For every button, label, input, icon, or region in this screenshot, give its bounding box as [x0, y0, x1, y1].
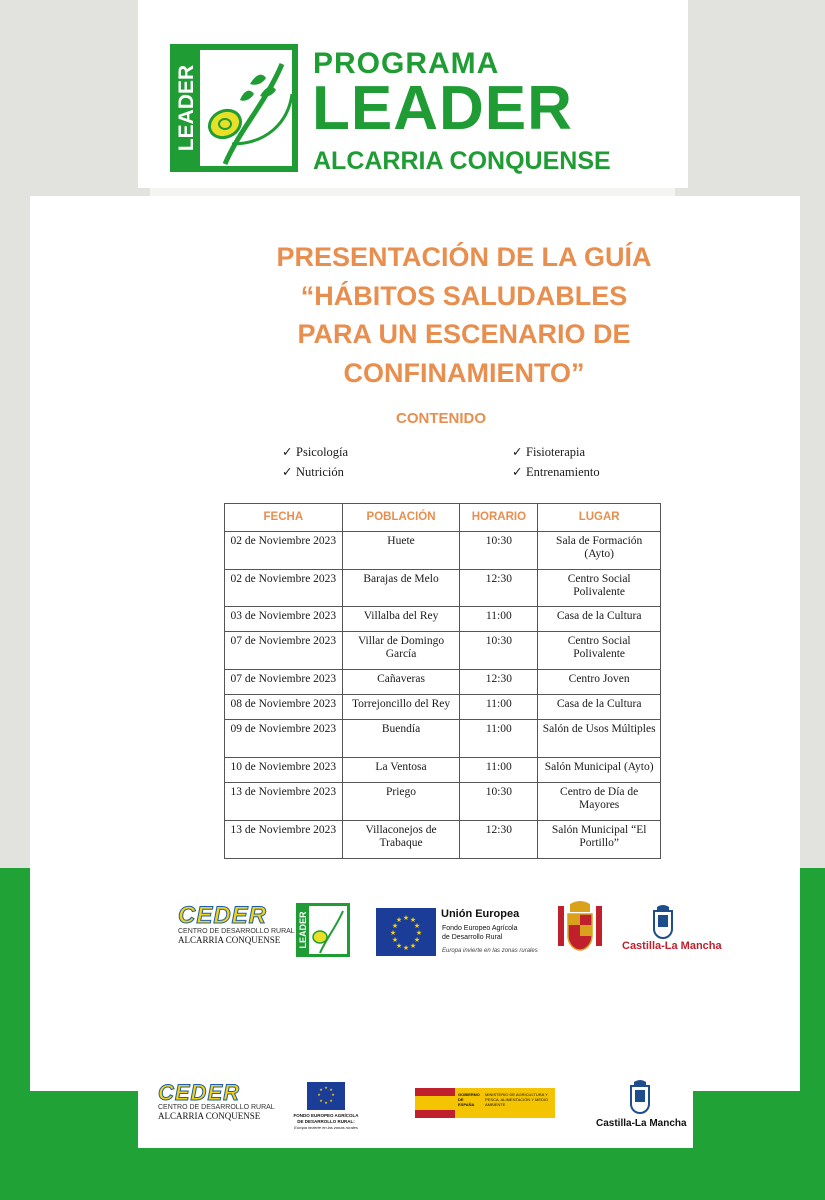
- leader-logo-text: LEADER: [175, 64, 198, 152]
- bottom-eu-flag-icon: [307, 1082, 345, 1110]
- table-row: [225, 632, 661, 670]
- bottom-ceder-subtitle: CENTRO DE DESARROLLO RURAL: [158, 1104, 275, 1111]
- svg-text:★: ★: [324, 1100, 328, 1105]
- leader-small-logo: [296, 903, 350, 957]
- cell-poblacion: Priego: [342, 783, 460, 821]
- bottom-castilla-la-mancha-label: Castilla-La Mancha: [596, 1118, 687, 1129]
- table-row: [225, 695, 661, 720]
- program-label: PROGRAMA: [313, 47, 500, 80]
- castilla-la-mancha-emblem-icon: [650, 905, 676, 939]
- bottom-ceder-logo: [158, 1080, 275, 1121]
- cell-lugar: Salón Municipal (Ayto): [538, 758, 661, 783]
- cell-lugar: Centro Social Polivalente: [538, 570, 661, 607]
- check-icon: ✓: [512, 445, 523, 459]
- svg-text:★: ★: [413, 936, 421, 944]
- cell-poblacion: Torrejoncillo del Rey: [342, 695, 460, 720]
- cell-poblacion: Villalba del Rey: [342, 607, 460, 632]
- cell-fecha: 02 de Noviembre 2023: [225, 570, 343, 607]
- content-heading: CONTENIDO: [396, 410, 486, 427]
- content-item-nutricion: ✓ Nutrición: [282, 465, 344, 479]
- content-item-psicologia: ✓ Psicología: [282, 445, 349, 459]
- cell-horario: 10:30: [460, 632, 538, 670]
- schedule-table: [224, 503, 661, 859]
- title-line-3: PARA UN ESCENARIO DE: [297, 319, 631, 349]
- title-line-4: CONFINAMIENTO”: [343, 357, 585, 388]
- cell-fecha: 13 de Noviembre 2023: [225, 783, 343, 821]
- bottom-fund-line-2: DE DESARROLLO RURAL:: [297, 1119, 355, 1124]
- table-row: [225, 607, 661, 632]
- check-icon: ✓: [282, 445, 293, 459]
- svg-text:★: ★: [391, 936, 399, 944]
- table-header-row: [225, 504, 661, 532]
- svg-text:★: ★: [329, 1098, 333, 1103]
- content-item-entrenamiento: ✓ Entrenamiento: [512, 465, 600, 479]
- program-region: ALCARRIA CONQUENSE: [313, 147, 611, 175]
- svg-text:★: ★: [402, 944, 410, 952]
- svg-text:★: ★: [409, 942, 417, 950]
- cell-lugar: Sala de Formación (Ayto): [538, 532, 661, 570]
- cell-fecha: 09 de Noviembre 2023: [225, 720, 343, 758]
- bottom-castilla-la-mancha-emblem-icon: [627, 1080, 653, 1114]
- table-row: [225, 783, 661, 821]
- header-horario: HORARIO: [460, 504, 538, 532]
- spain-coat-of-arms-icon: [554, 900, 606, 954]
- svg-text:★: ★: [317, 1092, 321, 1097]
- header-fecha: FECHA: [225, 504, 343, 532]
- bottom-ceder-logo-text: CEDER: [158, 1080, 241, 1105]
- cell-horario: 11:00: [460, 758, 538, 783]
- svg-text:★: ★: [391, 922, 399, 930]
- title-line-1: PRESENTACIÓN DE LA GUÍA: [276, 242, 652, 272]
- eu-fund-line-2: de Desarrollo Rural: [442, 934, 503, 941]
- spain-flag-icon: [415, 1088, 455, 1118]
- ceder-subtitle: CENTRO DE DESARROLLO RURAL: [178, 928, 295, 935]
- ministry-label: MINISTERIO DE AGRICULTURA Y PESCA, ALIMENTACIÓN Y MEDIO AMBIENTE: [485, 1092, 549, 1107]
- cell-poblacion: Villar de Domingo García: [342, 632, 460, 670]
- cell-fecha: 07 de Noviembre 2023: [225, 670, 343, 695]
- cell-horario: 12:30: [460, 670, 538, 695]
- svg-text:★: ★: [319, 1098, 323, 1103]
- cell-horario: 10:30: [460, 532, 538, 570]
- svg-text:★: ★: [402, 914, 410, 922]
- cell-fecha: 10 de Noviembre 2023: [225, 758, 343, 783]
- check-icon: ✓: [512, 465, 523, 479]
- cell-fecha: 03 de Noviembre 2023: [225, 607, 343, 632]
- check-icon: ✓: [282, 465, 293, 479]
- cell-lugar: Salón de Usos Múltiples: [538, 720, 661, 758]
- cell-fecha: 07 de Noviembre 2023: [225, 632, 343, 670]
- cell-poblacion: Buendía: [342, 720, 460, 758]
- bottom-fund-tagline: Europa invierte en las zonas rurales: [294, 1125, 358, 1130]
- svg-text:★: ★: [331, 1092, 335, 1097]
- leader-logo: [170, 44, 298, 172]
- leader-small-logo-text: LEADER: [298, 911, 308, 949]
- table-row: [225, 570, 661, 607]
- svg-text:★: ★: [329, 1087, 333, 1092]
- svg-text:★: ★: [324, 1085, 328, 1090]
- government-label: GOBIERNO DE ESPAÑA: [458, 1092, 480, 1107]
- eu-flag-icon: [376, 908, 436, 956]
- cell-fecha: 08 de Noviembre 2023: [225, 695, 343, 720]
- svg-text:★: ★: [413, 922, 421, 930]
- svg-text:★: ★: [319, 1087, 323, 1092]
- cell-poblacion: Villaconejos de Trabaque: [342, 821, 460, 859]
- ceder-logo-text: CEDER: [178, 902, 268, 929]
- cell-fecha: 02 de Noviembre 2023: [225, 532, 343, 570]
- cell-horario: 11:00: [460, 720, 538, 758]
- ceder-region: ALCARRIA CONQUENSE: [178, 935, 281, 945]
- cell-lugar: Centro de Día de Mayores: [538, 783, 661, 821]
- bottom-fund-line-1: FONDO EUROPEO AGRÍCOLA: [293, 1113, 359, 1118]
- cell-lugar: Centro Social Polivalente: [538, 632, 661, 670]
- table-row: [225, 821, 661, 859]
- page-title: [200, 238, 728, 392]
- svg-text:★: ★: [415, 929, 423, 937]
- eu-fund-line-1: Fondo Europeo Agrícola: [442, 925, 518, 932]
- cell-lugar: Centro Joven: [538, 670, 661, 695]
- cell-lugar: Casa de la Cultura: [538, 607, 661, 632]
- table-row: [225, 720, 661, 758]
- cell-fecha: 13 de Noviembre 2023: [225, 821, 343, 859]
- svg-text:★: ★: [395, 942, 403, 950]
- title-line-2: “HÁBITOS SALUDABLES: [300, 280, 628, 311]
- cell-horario: 10:30: [460, 783, 538, 821]
- cell-poblacion: Barajas de Melo: [342, 570, 460, 607]
- table-row: [225, 532, 661, 570]
- cell-horario: 12:30: [460, 821, 538, 859]
- table-row: [225, 758, 661, 783]
- cell-horario: 11:00: [460, 695, 538, 720]
- program-name: LEADER: [312, 74, 573, 143]
- cell-lugar: Salón Municipal “El Portillo”: [538, 821, 661, 859]
- svg-text:★: ★: [389, 929, 397, 937]
- content-item-fisioterapia: ✓ Fisioterapia: [512, 445, 586, 459]
- svg-text:★: ★: [395, 916, 403, 924]
- bottom-ceder-region: ALCARRIA CONQUENSE: [158, 1111, 261, 1121]
- castilla-la-mancha-label: Castilla-La Mancha: [622, 940, 722, 952]
- header-poblacion: POBLACIÓN: [342, 504, 460, 532]
- cell-poblacion: Huete: [342, 532, 460, 570]
- eu-title: Unión Europea: [441, 908, 520, 920]
- svg-text:★: ★: [409, 916, 417, 924]
- cell-poblacion: Cañaveras: [342, 670, 460, 695]
- table-row: [225, 670, 661, 695]
- header-lugar: LUGAR: [538, 504, 661, 532]
- cell-lugar: Casa de la Cultura: [538, 695, 661, 720]
- cell-horario: 12:30: [460, 570, 538, 607]
- cell-poblacion: La Ventosa: [342, 758, 460, 783]
- ceder-logo: [178, 902, 295, 945]
- eu-tagline: Europa invierte en las zonas rurales: [442, 948, 538, 954]
- cell-horario: 11:00: [460, 607, 538, 632]
